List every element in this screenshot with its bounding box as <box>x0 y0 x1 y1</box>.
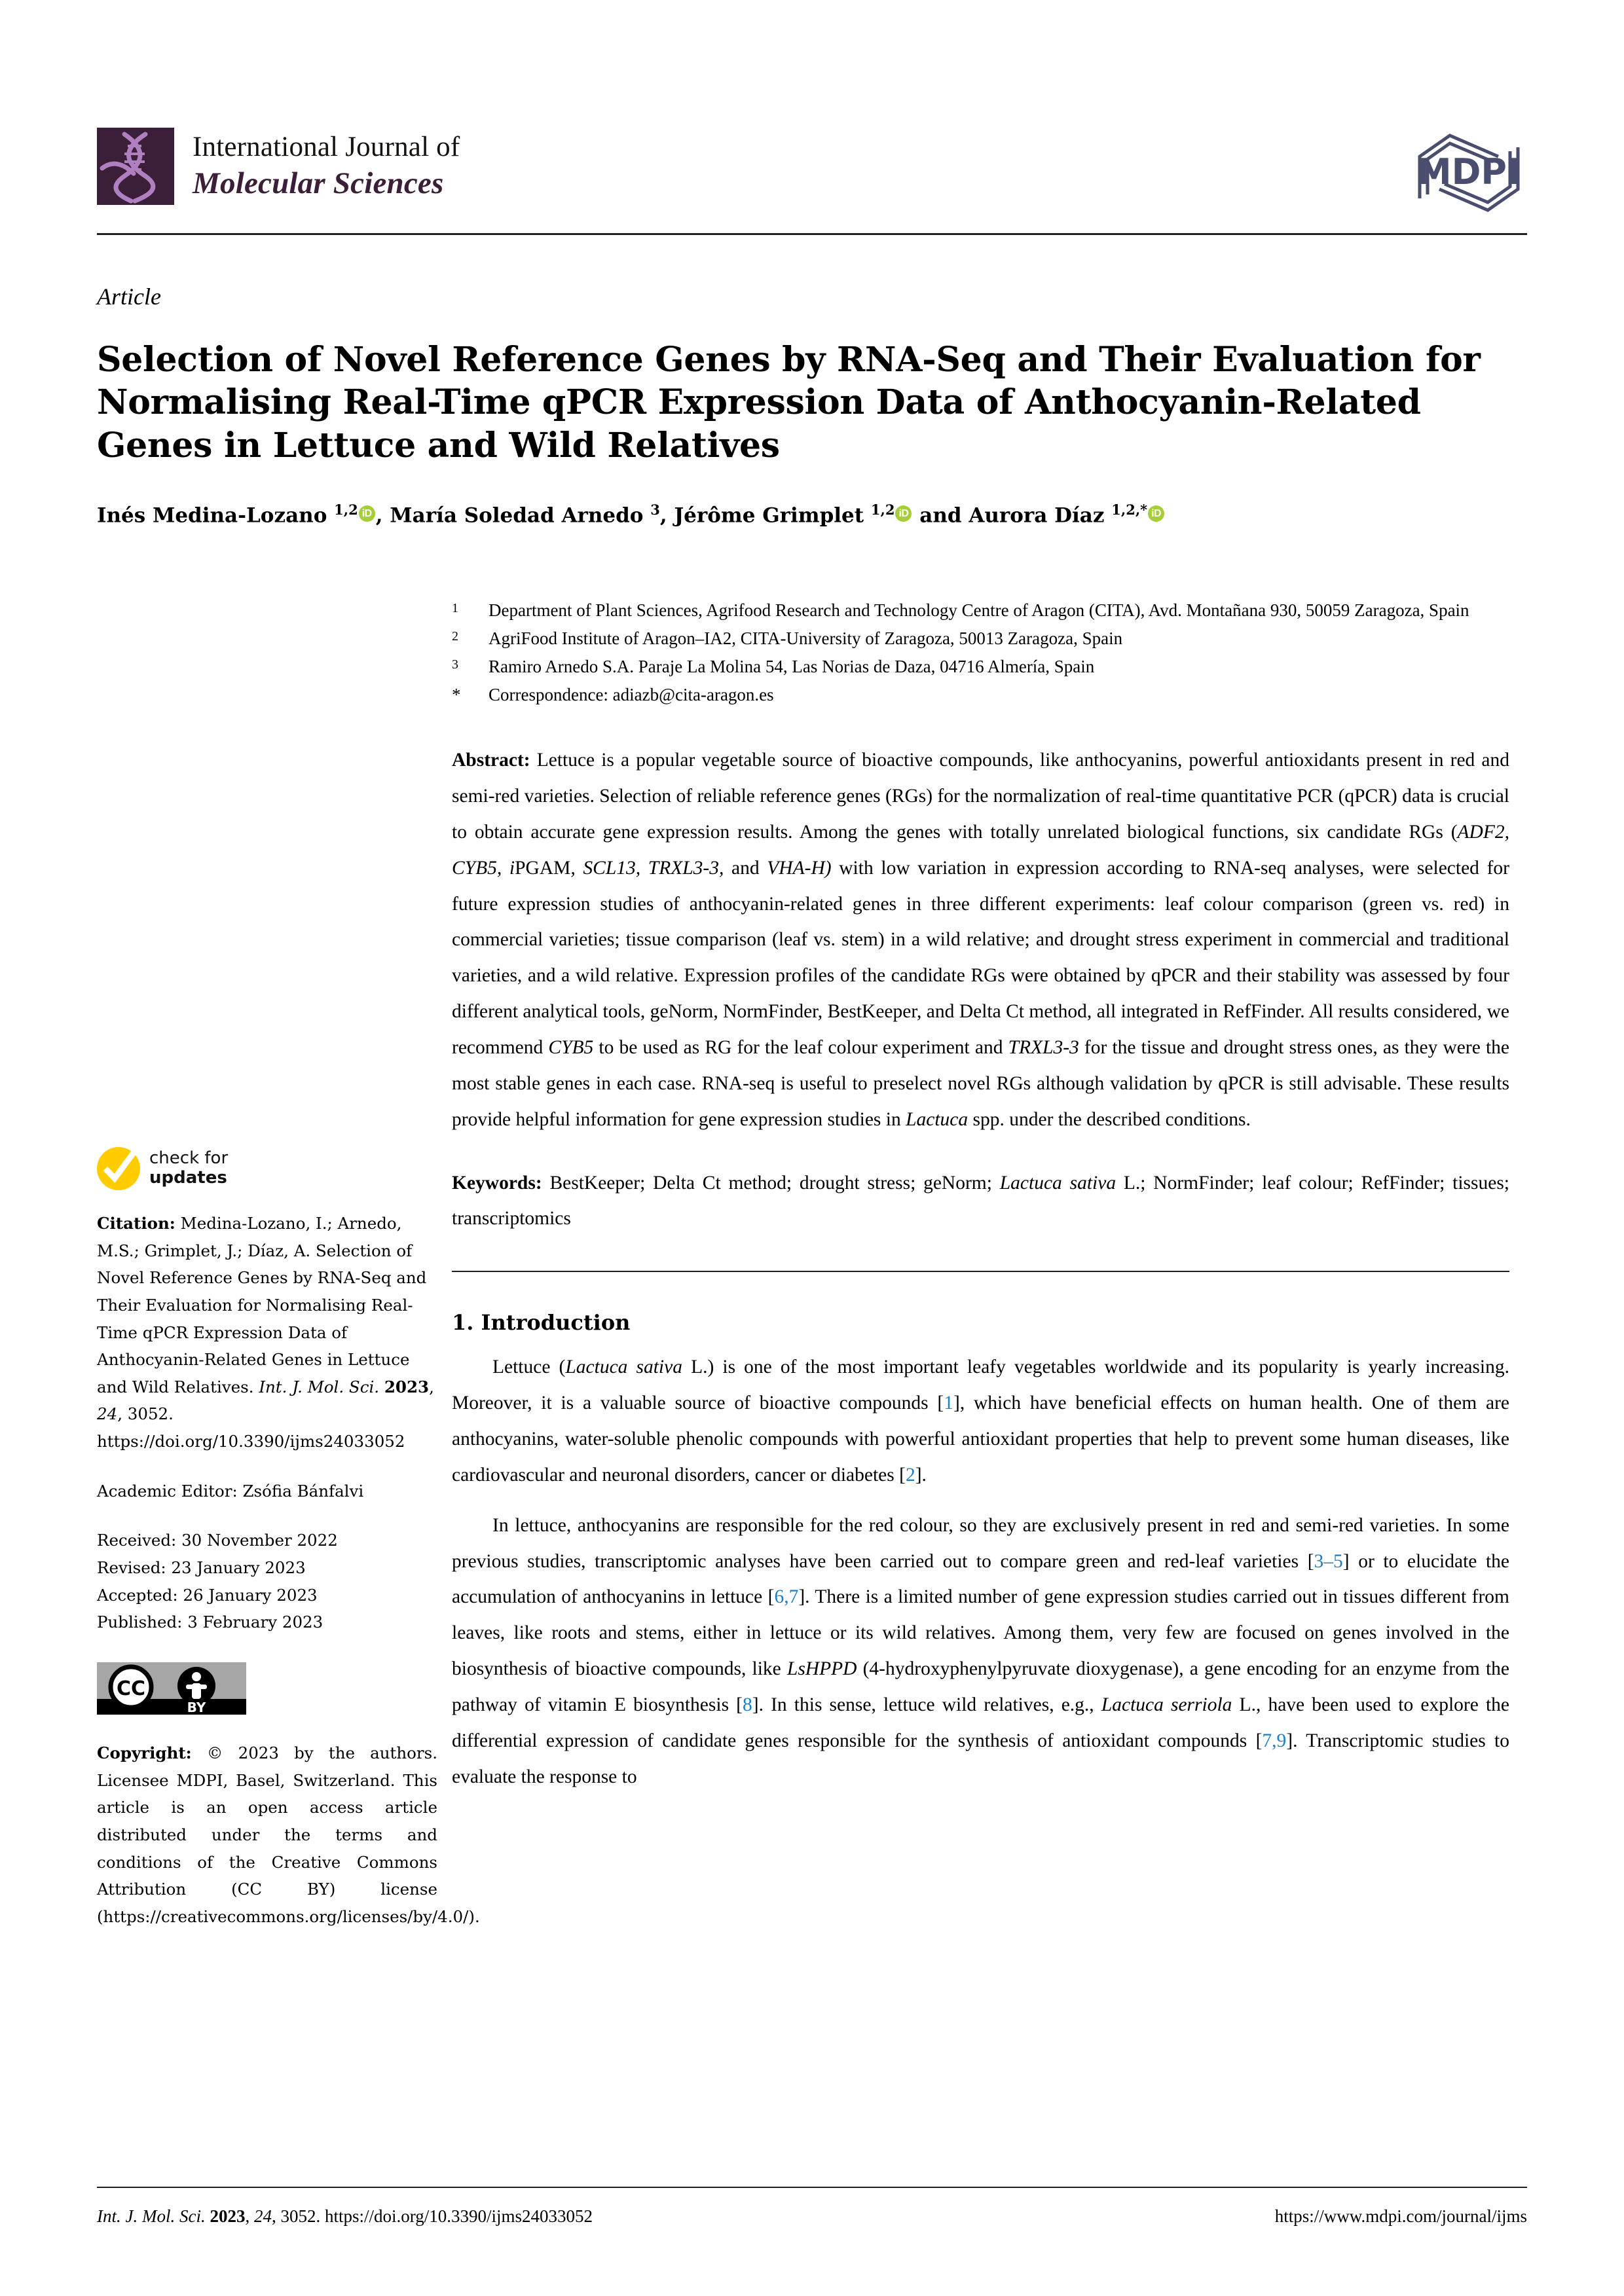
affiliation-marker: 3 <box>452 657 458 672</box>
by-glyph: BY <box>187 1699 206 1715</box>
citation-block: Citation: Medina-Lozano, I.; Arnedo, M.S.; Grimplet, J.; Díaz, A. Selection of Novel Reference Genes by RNA-Seq and Their Evaluation for Normalising Real-Time qPCR Expression Data of Anthocyanin-Related Genes in Lettuce and Wild Relatives. Int. J. Mol. Sci. 2023, 24, 3052. https://doi.org/10.3390/ijms24033052 <box>97 1214 434 1451</box>
creative-commons-by-badge-icon[interactable] <box>97 1662 246 1715</box>
introduction-paragraph-1: Lettuce (Lactuca sativa L.) is one of the most important leafy vegetables worldwide and its popularity is yearly increasing. Moreover, it is a valuable source of bioactive compounds [1], which have beneficial effects on human health. One of them are anthocyanins, water-soluble phenolic compounds with powerful antioxidant properties that help to prevent some human diseases, like cardiovascular and neuronal disorders, cancer or diabetes [2]. <box>452 1357 1509 1485</box>
footer-citation: Int. J. Mol. Sci. 2023, 24, 3052. https://doi.org/10.3390/ijms24033052 <box>97 2206 593 2226</box>
main-column <box>452 597 1509 1795</box>
footer-divider <box>97 2187 1527 2188</box>
date-accepted: Accepted: 26 January 2023 <box>97 1585 318 1605</box>
copyright-notice: Copyright: © 2023 by the authors. Licensee MDPI, Basel, Switzerland. This article is an open access article distributed under the terms and conditions of the Creative Commons Attribution (CC BY) license (https://creativecommons.org/licenses/by/4.0/). <box>97 1743 480 1926</box>
spacer <box>97 1504 437 1527</box>
spacer <box>97 1455 437 1478</box>
affiliation-marker: 2 <box>452 629 458 644</box>
page-footer <box>97 2206 1527 2227</box>
affiliation-text: Ramiro Arnedo S.A. Paraje La Molina 54, Las Norias de Daza, 04716 Almería, Spain <box>489 657 1095 677</box>
page-header <box>97 128 1527 226</box>
affiliation-text: AgriFood Institute of Aragon–IA2, CITA-University of Zaragoza, 50013 Zaragoza, Spain <box>489 629 1123 649</box>
correspondence-item <box>452 682 1509 708</box>
keywords-divider <box>452 1271 1509 1272</box>
check-updates-line2: updates <box>149 1168 227 1188</box>
date-revised: Revised: 23 January 2023 <box>97 1558 306 1578</box>
dna-helix-logo-icon <box>97 128 174 205</box>
orcid-icon: iD <box>1148 505 1164 522</box>
correspondence-marker: * <box>452 685 461 705</box>
page-title: Selection of Novel Reference Genes by RNA-Seq and Their Evaluation for Normalising Real-Time qPCR Expression Data of Anthocyanin-Related Genes in Lettuce and Wild Relatives <box>97 339 1481 465</box>
academic-editor: Academic Editor: Zsófia Bánfalvi <box>97 1481 364 1501</box>
affiliation-text: Department of Plant Sciences, Agrifood Research and Technology Centre of Aragon (CITA), Avd. Montañana 930, 50059 Zaragoza, Spain <box>489 600 1469 620</box>
journal-branding <box>97 128 460 205</box>
orcid-icon: iD <box>359 505 375 522</box>
date-published: Published: 3 February 2023 <box>97 1613 323 1632</box>
date-received: Received: 30 November 2022 <box>97 1531 338 1550</box>
correspondence-email[interactable]: Correspondence: adiazb@cita-aragon.es <box>489 685 774 705</box>
header-divider <box>97 233 1527 235</box>
abstract-text: Abstract: Lettuce is a popular vegetable source of bioactive compounds, like anthocyanins, powerful antioxidants present in red and semi-red varieties. Selection of reliable reference genes (RGs) for the normalization of real-time quantitative PCR (qPCR) data is crucial to obtain accurate gene expression results. Among the genes with totally unrelated biological functions, six candidate RGs (ADF2, CYB5, iPGAM, SCL13, TRXL3-3, and VHA-H) with low variation in expression according to RNA-seq analyses, were selected for future expression studies of anthocyanin-related genes in three different experiments: leaf colour comparison (green vs. red) in commercial varieties; tissue comparison (leaf vs. stem) in a wild relative; and drought stress experiment in commercial and traditional varieties, and a wild relative. Expression profiles of the candidate RGs were obtained by qPCR and their stability was assessed by four different analytical tools, geNorm, NormFinder, BestKeeper, and Delta Ct method, all integrated in RefFinder. All results considered, we recommend CYB5 to be used as RG for the leaf colour experiment and TRXL3-3 for the tissue and drought stress ones, as they were the most stable genes in each case. RNA-seq is useful to preselect novel RGs although validation by qPCR is still advisable. These results provide helpful information for gene expression studies in Lactuca spp. under the described conditions. <box>452 750 1509 1130</box>
journal-name-line2: Molecular Sciences <box>193 166 444 200</box>
keywords-text: Keywords: BestKeeper; Delta Ct method; drought stress; geNorm; Lactuca sativa L.; NormFinder; leaf colour; RefFinder; tissues; transcriptomics <box>452 1172 1510 1230</box>
mdpi-wordmark: MDPI <box>1416 151 1521 192</box>
journal-name-line1: International Journal of <box>193 132 460 163</box>
article-type-label: Article <box>97 283 161 310</box>
author-list: Inés Medina-Lozano $^{1,2}$ iD , María Soledad Arnedo $^3$, Jérôme Grimplet $^{1,2}$ iD and Aurora Díaz $^{1,2,*}$ iD <box>97 501 1505 530</box>
mdpi-publisher-logo-icon <box>1409 130 1527 215</box>
affiliation-item <box>452 653 1509 680</box>
checkmark-circle-icon <box>97 1147 140 1190</box>
affiliation-list <box>452 597 1509 708</box>
footer-journal-url[interactable]: https://www.mdpi.com/journal/ijms <box>1274 2206 1527 2226</box>
affiliation-marker: 1 <box>452 601 458 615</box>
section-heading-introduction: 1. Introduction <box>452 1310 631 1336</box>
journal-title-group <box>193 132 460 200</box>
check-for-updates-label <box>149 1149 228 1188</box>
check-updates-line1: check for <box>149 1148 229 1169</box>
affiliation-item <box>452 597 1509 624</box>
cc-glyph: CC <box>116 1677 146 1700</box>
orcid-icon: iD <box>895 505 912 522</box>
sidebar <box>97 1147 480 1930</box>
affiliation-item <box>452 625 1509 652</box>
introduction-paragraph-2: In lettuce, anthocyanins are responsible for the red colour, so they are exclusively present in red and semi-red varieties. In some previous studies, transcriptomic analyses have been carried out to compare green and red-leaf varieties [3–5] or to elucidate the accumulation of anthocyanins in lettuce [6,7]. There is a limited number of gene expression studies carried out in tissues different from leaves, like roots and stems, either in lettuce or its wild relatives. Among them, very few are focused on genes involved in the biosynthesis of bioactive compounds, like LsHPPD (4-hydroxyphenylpyruvate dioxygenase), a gene encoding for an enzyme from the pathway of vitamin E biosynthesis [8]. In this sense, lettuce wild relatives, e.g., Lactuca serriola L., have been used to explore the differential expression of candidate genes responsible for the synthesis of antioxidant compounds [7,9]. Transcriptomic studies to evaluate the response to <box>452 1514 1509 1787</box>
check-for-updates-badge[interactable] <box>97 1147 437 1190</box>
